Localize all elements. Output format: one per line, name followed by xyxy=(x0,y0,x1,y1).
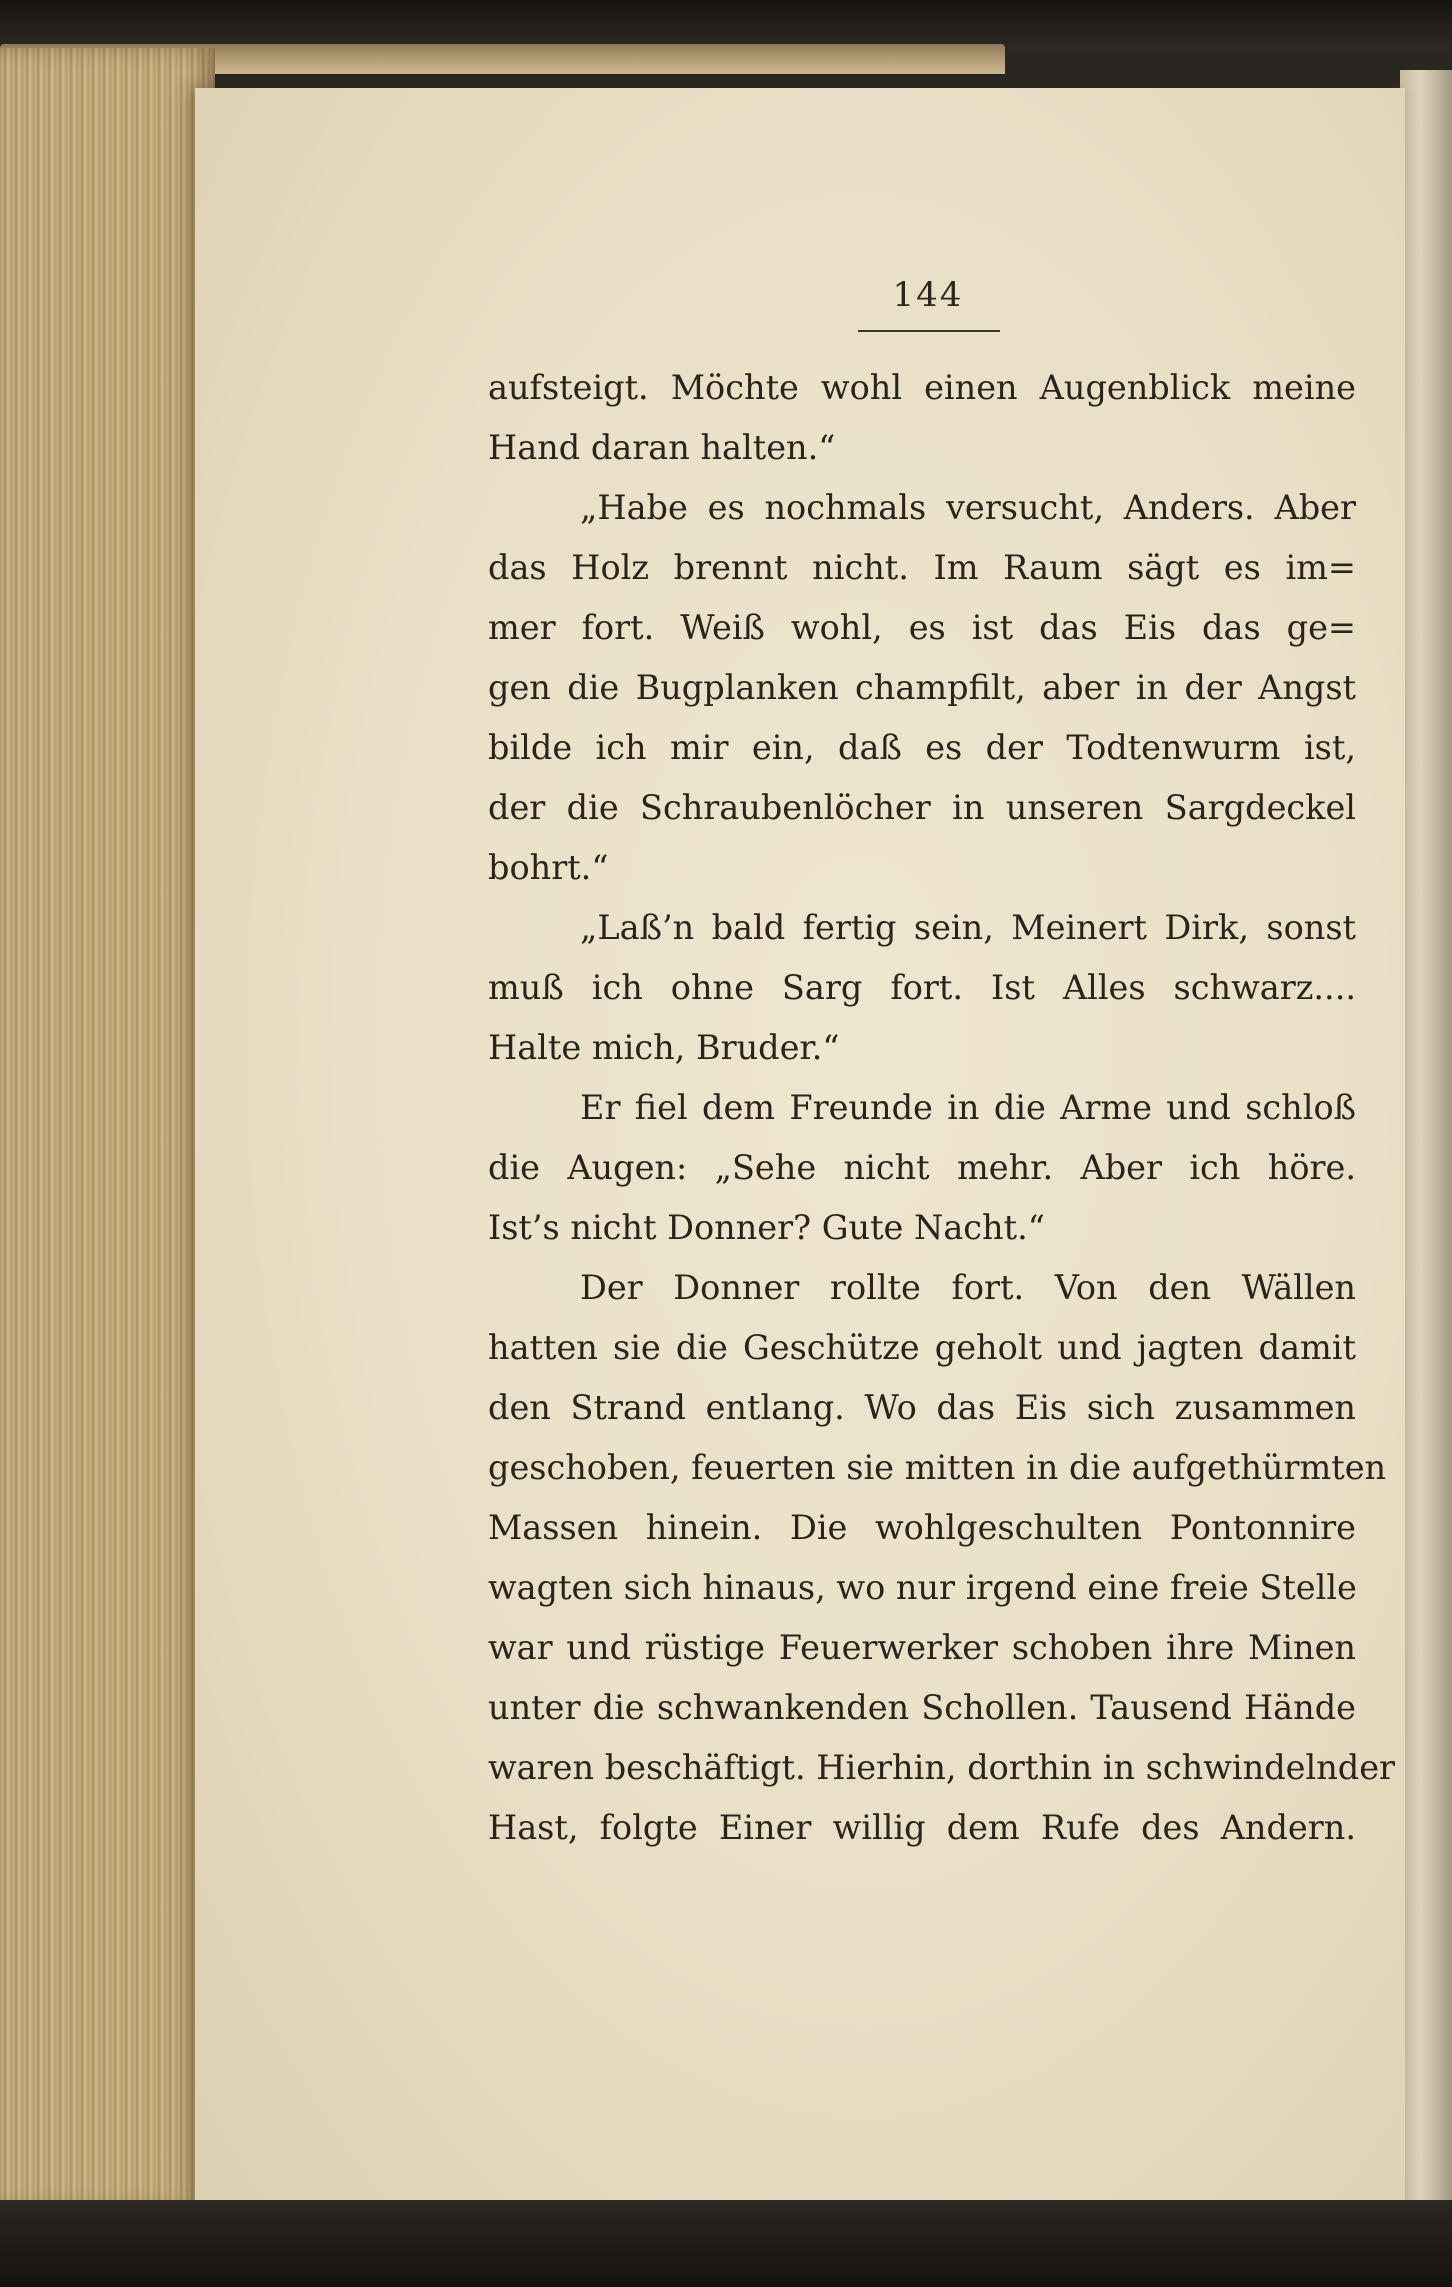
text-line: geschoben, feuerten sie mitten in die aufgethürmten xyxy=(488,1448,1387,1487)
page-number-rule xyxy=(858,330,1000,332)
page-number: 144 xyxy=(892,275,964,315)
text-line: bohrt.“ xyxy=(488,848,609,887)
text-line: Der Donner rollte fort. Von den Wällen xyxy=(580,1268,1356,1307)
text-line: unter die schwankenden Schollen. Tausend Hände xyxy=(488,1688,1356,1727)
text-line: „Habe es nochmals versucht, Anders. Aber xyxy=(580,488,1356,527)
text-line: bilde ich mir ein, daß es der Todtenwurm ist, xyxy=(488,728,1356,767)
text-line: Er fiel dem Freunde in die Arme und schloß xyxy=(580,1088,1356,1127)
text-line: der die Schraubenlöcher in unseren Sargdeckel xyxy=(488,788,1356,827)
text-line: Massen hinein. Die wohlgeschulten Pontonnire xyxy=(488,1508,1356,1547)
text-line: aufsteigt. Möchte wohl einen Augenblick meine xyxy=(488,368,1356,407)
text-line: das Holz brennt nicht. Im Raum sägt es im= xyxy=(488,548,1356,587)
text-line: Hast, folgte Einer willig dem Rufe des Andern. xyxy=(488,1808,1356,1847)
text-line: Ist’s nicht Donner? Gute Nacht.“ xyxy=(488,1208,1045,1247)
text-line: den Strand entlang. Wo das Eis sich zusammen xyxy=(488,1388,1356,1427)
text-line: die Augen: „Sehe nicht mehr. Aber ich höre. xyxy=(488,1148,1356,1187)
text-line: wagten sich hinaus, wo nur irgend eine freie Stelle xyxy=(488,1568,1357,1607)
facing-page-edge xyxy=(1400,70,1452,2220)
text-line: Halte mich, Bruder.“ xyxy=(488,1028,840,1067)
text-line: muß ich ohne Sarg fort. Ist Alles schwarz.... xyxy=(488,968,1356,1007)
text-line: Hand daran halten.“ xyxy=(488,428,836,467)
text-line: waren beschäftigt. Hierhin, dorthin in schwindelnder xyxy=(488,1748,1396,1787)
text-line: war und rüstige Feuerwerker schoben ihre Minen xyxy=(488,1628,1356,1667)
text-line: gen die Bugplanken champfilt, aber in der Angst xyxy=(488,668,1356,707)
body-text xyxy=(488,358,1396,1858)
text-line: hatten sie die Geschütze geholt und jagten damit xyxy=(488,1328,1356,1367)
table-surface xyxy=(0,2200,1452,2287)
page-stack-left xyxy=(0,48,215,2208)
text-line: mer fort. Weiß wohl, es ist das Eis das ge= xyxy=(488,608,1356,647)
text-line: „Laß’n bald fertig sein, Meinert Dirk, sonst xyxy=(580,908,1356,947)
